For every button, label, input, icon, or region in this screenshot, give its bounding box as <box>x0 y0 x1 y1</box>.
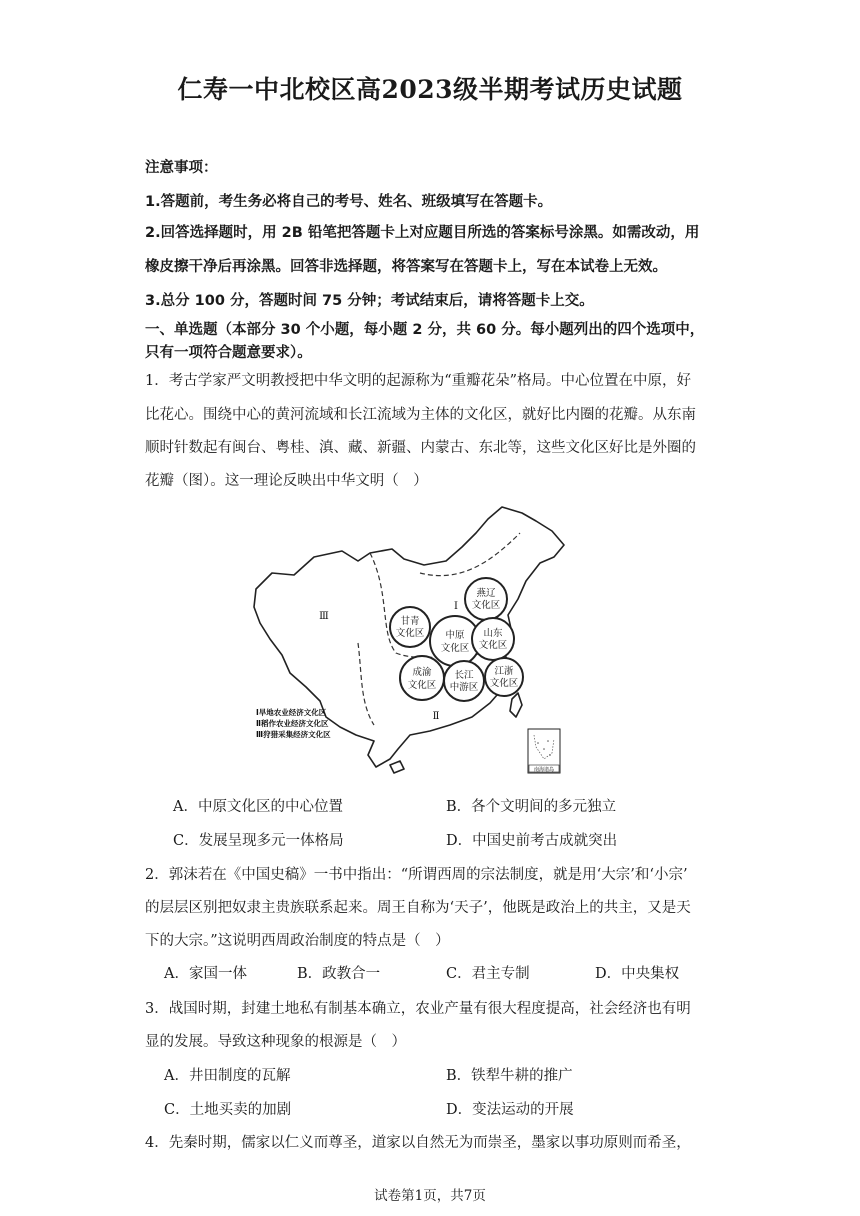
boundary-southwest <box>358 643 374 725</box>
q3-text-1: 3．战国时期，封建土地私有制基本确立，农业产量有很大程度提高，社会经济也有明 <box>145 1001 691 1017</box>
label-region-I: Ⅰ <box>454 601 458 612</box>
legend-item-2: Ⅱ稻作农业经济文化区 <box>256 719 329 728</box>
south-china-sea-inset <box>528 729 560 773</box>
label-yanliao-2: 文化区 <box>471 600 501 611</box>
q2-text-1: 2．郭沫若在《中国史稿》一书中指出：“所谓西周的宗法制度，就是用‘大宗’和‘小宗’ <box>145 867 688 883</box>
label-zhongyuan-2: 文化区 <box>440 643 470 654</box>
q2-option-b[interactable]: B．政教合一 <box>297 966 381 982</box>
taiwan-island <box>510 693 522 717</box>
legend-item-1: Ⅰ旱地农业经济文化区 <box>256 708 327 717</box>
china-culture-map <box>250 503 572 777</box>
q3-option-d[interactable]: D．变法运动的开展 <box>446 1102 574 1118</box>
q1-option-c[interactable]: C．发展呈现多元一体格局 <box>173 833 344 849</box>
circle-chengyu <box>400 656 444 700</box>
page-footer: 试卷第1页，共7页 <box>374 1188 486 1204</box>
q3-option-a[interactable]: A．井田制度的瓦解 <box>164 1068 291 1084</box>
label-changjiang-2: 中游区 <box>449 682 479 693</box>
notice-item-1: 1.答题前，考生务必将自己的考号、姓名、班级填写在答题卡。 <box>145 194 553 210</box>
legend-item-3: Ⅲ狩猎采集经济文化区 <box>256 730 331 739</box>
q1-text-2: 比花心。围绕中心的黄河流域和长江流域为主体的文化区，就好比内圈的花瓣。从东南 <box>145 407 696 423</box>
label-chengyu-1: 成渝 <box>412 667 432 678</box>
q2-text-2: 的层层区别把奴隶主贵族联系起来。周王自称为‘天子’，他既是政治上的共主，又是天 <box>145 900 691 916</box>
section-heading-line1: 一、单选题（本部分 30 个小题，每小题 2 分，共 60 分。每小题列出的四个选项中， <box>145 322 705 338</box>
circle-gansu <box>390 607 430 647</box>
inset-label: 南海诸岛 <box>533 767 555 773</box>
label-zhongyuan-1: 中原 <box>445 630 465 641</box>
exam-title: 仁寿一中北校区高2023级半期考试历史试题 <box>177 75 683 104</box>
label-region-III: Ⅲ <box>319 611 329 622</box>
q1-option-d[interactable]: D．中国史前考古成就突出 <box>446 833 618 849</box>
notice-item-2a: 2.回答选择题时，用 2B 铅笔把答题卡上对应题目所选的答案标号涂黑。如需改动，用 <box>145 225 700 241</box>
circle-shandong <box>472 618 514 660</box>
q1-text-3: 顺时针数起有闽台、粤桂、滇、藏、新疆、内蒙古、东北等，这些文化区好比是外圈的 <box>145 440 696 456</box>
label-changjiang-1: 长江 <box>454 670 474 681</box>
q1-text-4: 花瓣（图）。这一理论反映出中华文明（ ） <box>145 473 428 489</box>
notice-heading: 注意事项： <box>145 160 218 176</box>
label-shandong-1: 山东 <box>483 628 503 639</box>
q2-option-d[interactable]: D．中央集权 <box>595 966 680 982</box>
q2-option-a[interactable]: A．家国一体 <box>164 966 247 982</box>
label-jiangzhe-2: 文化区 <box>489 678 519 689</box>
hainan-island <box>390 761 404 773</box>
section-heading-line2: 只有一项符合题意要求）。 <box>145 345 312 361</box>
q3-option-b[interactable]: B．铁犁牛耕的推广 <box>446 1068 573 1084</box>
q2-text-3: 下的大宗。”这说明西周政治制度的特点是（ ） <box>145 933 450 949</box>
q3-option-c[interactable]: C．土地买卖的加剧 <box>164 1102 292 1118</box>
circle-yanliao <box>465 578 507 620</box>
label-yanliao-1: 燕辽 <box>476 588 496 599</box>
notice-item-2b: 橡皮擦干净后再涂黑。回答非选择题，将答案写在答题卡上，写在本试卷上无效。 <box>145 259 667 275</box>
label-shandong-2: 文化区 <box>478 640 508 651</box>
label-region-II: Ⅱ <box>432 711 440 722</box>
q4-text-1: 4．先秦时期，儒家以仁义而尊圣，道家以自然无为而崇圣，墨家以事功原则而希圣， <box>145 1135 691 1151</box>
label-gansu-1: 甘青 <box>400 616 420 627</box>
q2-option-c[interactable]: C．君主专制 <box>446 966 530 982</box>
circle-jiangzhe <box>485 658 523 696</box>
notice-item-3: 3.总分 100 分，答题时间 75 分钟；考试结束后，请将答题卡上交。 <box>145 293 594 309</box>
q1-text-1: 1．考古学家严文明教授把中华文明的起源称为“重瓣花朵”格局。中心位置在中原，好 <box>145 373 692 389</box>
label-gansu-2: 文化区 <box>395 628 425 639</box>
q1-option-b[interactable]: B．各个文明间的多元独立 <box>446 799 617 815</box>
q1-option-a[interactable]: A．中原文化区的中心位置 <box>173 799 343 815</box>
label-chengyu-2: 文化区 <box>407 680 437 691</box>
circle-changjiang <box>444 661 484 701</box>
q3-text-2: 显的发展。导致这种现象的根源是（ ） <box>145 1034 406 1050</box>
label-jiangzhe-1: 江浙 <box>494 666 514 677</box>
